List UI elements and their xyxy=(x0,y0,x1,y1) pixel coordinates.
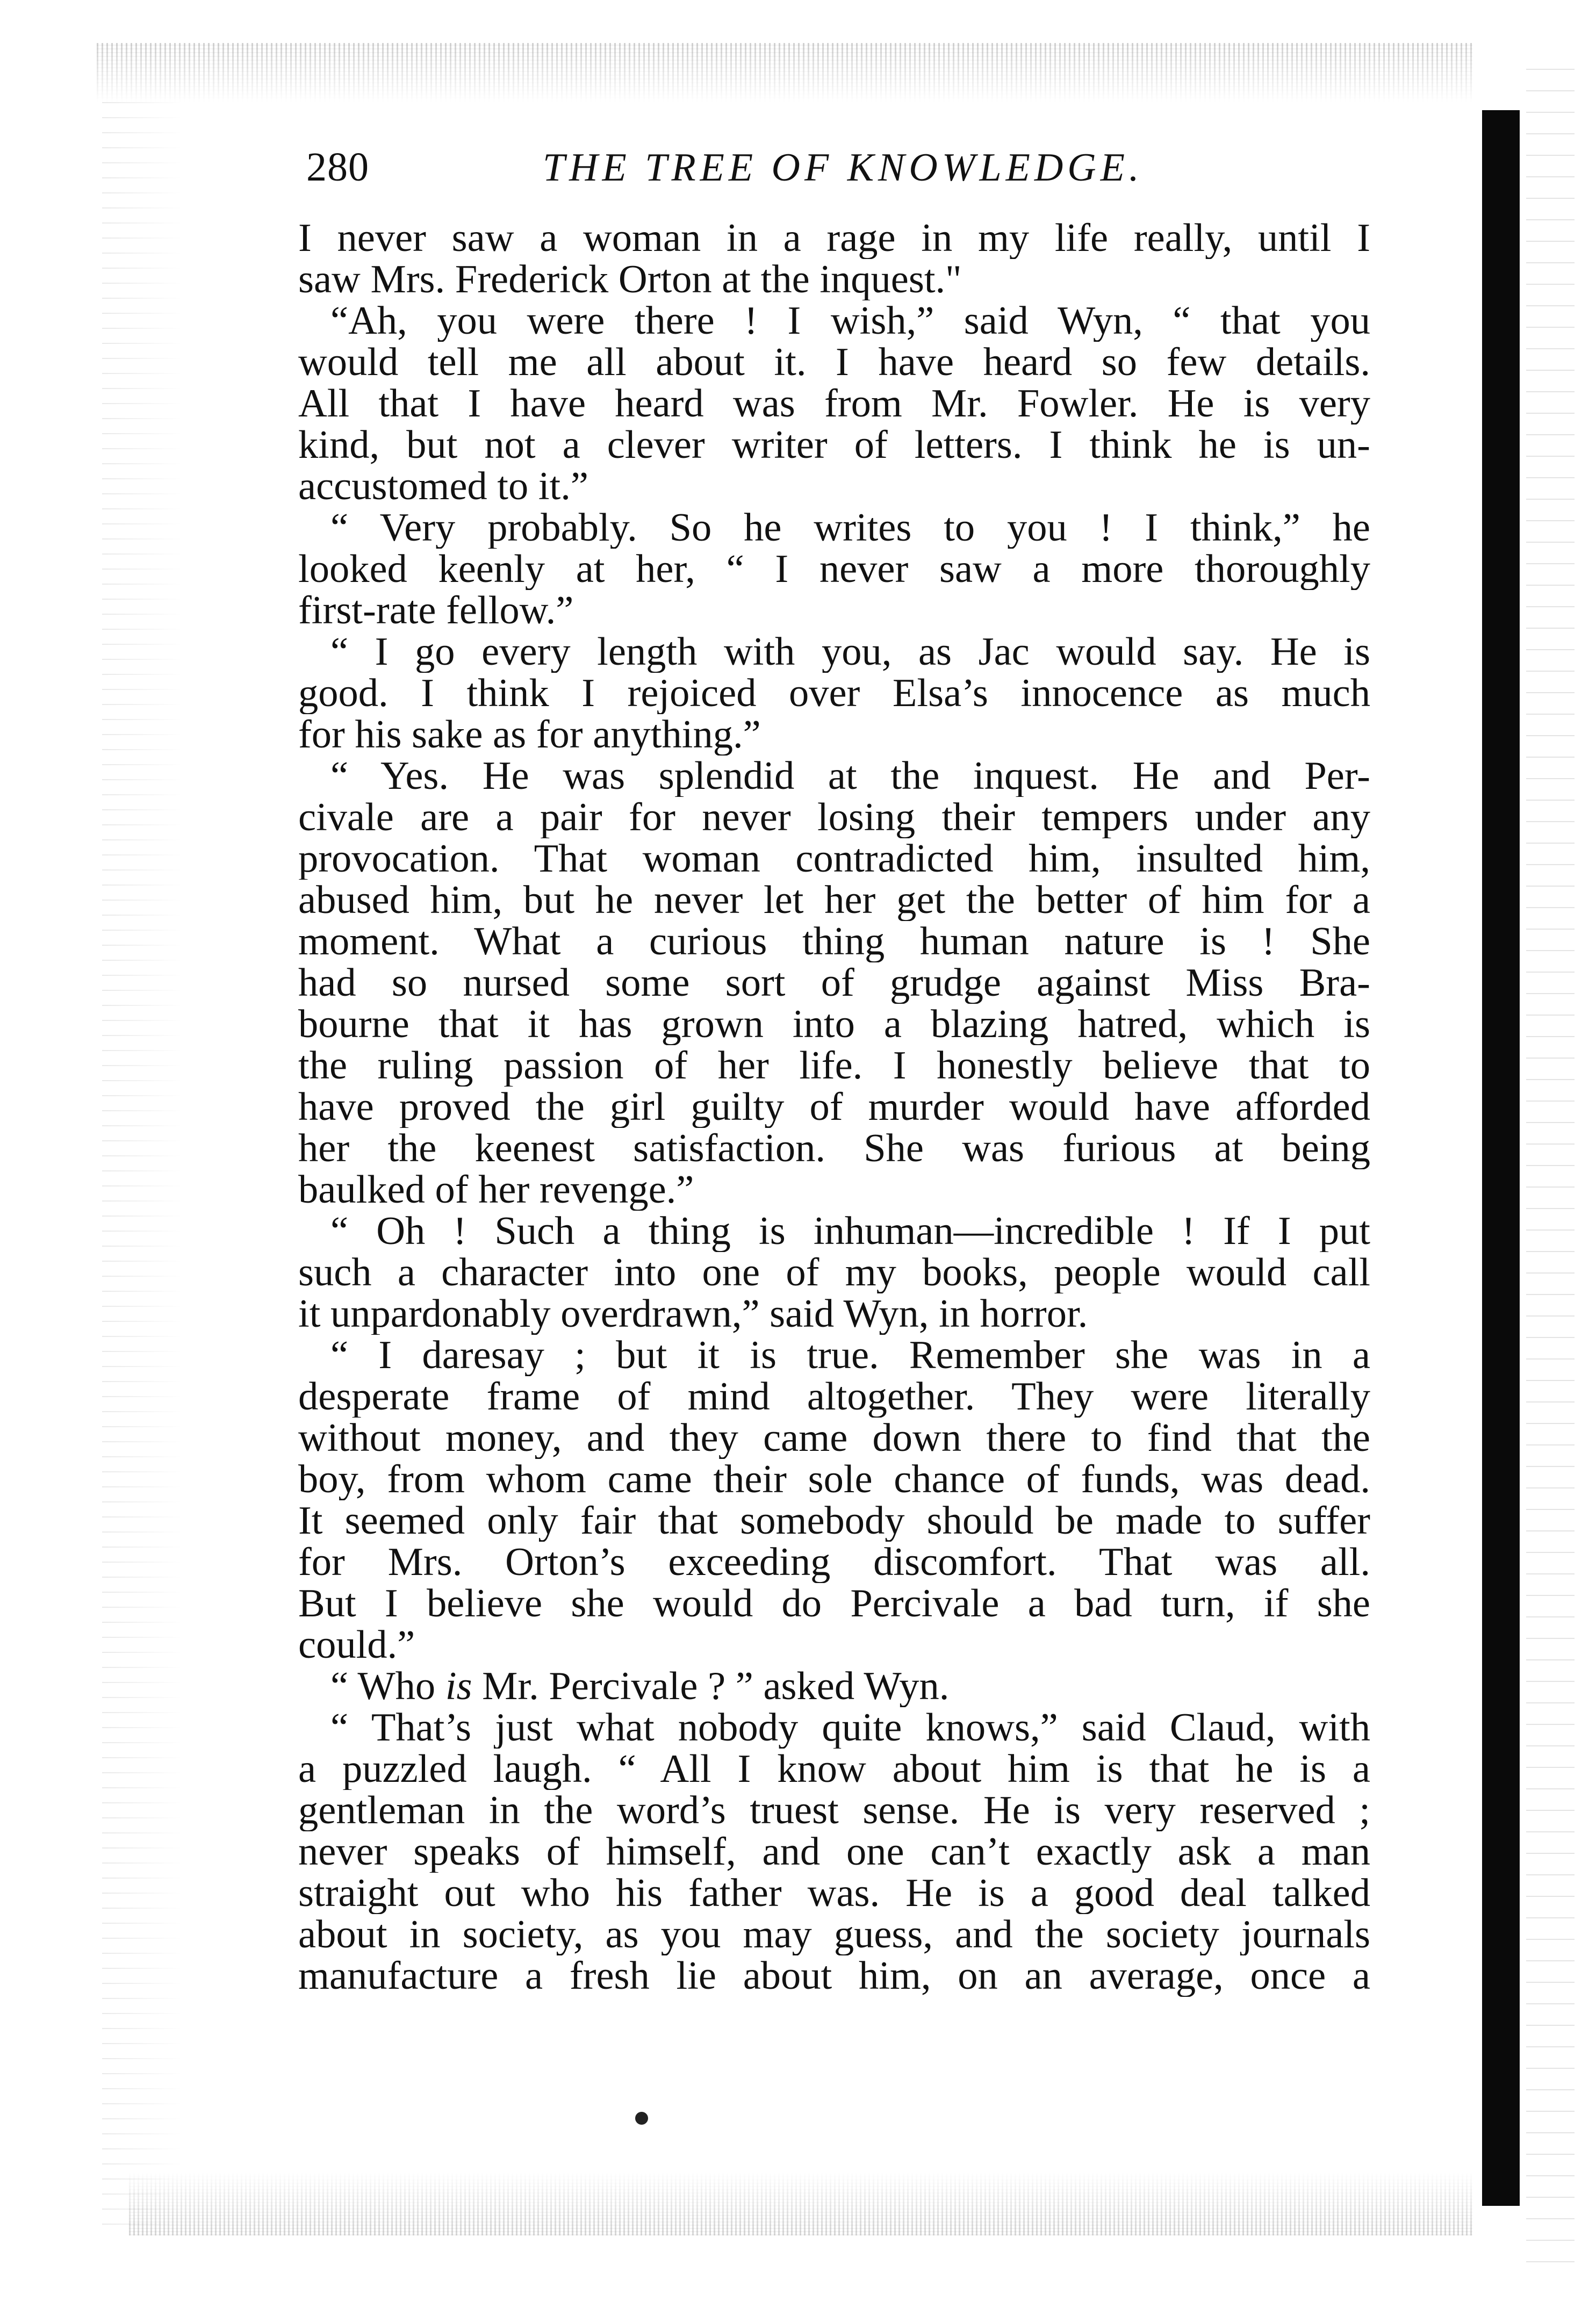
text-line: “ Very probably. So he writes to you ! I think,” he xyxy=(330,507,1370,549)
text-line: her the keenest satisfaction. She was furious at being xyxy=(298,1128,1370,1169)
text-line: civale are a pair for never losing their tempers under any xyxy=(298,797,1370,838)
text-line: moment. What a curious thing human nature is ! She xyxy=(298,921,1370,962)
text-line: the ruling passion of her life. I honestly believe that to xyxy=(298,1045,1370,1087)
page-header xyxy=(306,144,1381,198)
text-line: saw Mrs. Frederick Orton at the inquest." xyxy=(298,259,962,300)
text-line: “ Who is Mr. Percivale ? ” asked Wyn. xyxy=(298,1666,1370,1707)
text-line: such a character into one of my books, people would call xyxy=(298,1252,1370,1293)
text-line: bourne that it has grown into a blazing hatred, which is xyxy=(298,1004,1370,1045)
text-line: It seemed only fair that somebody should be made to suffer xyxy=(298,1500,1370,1542)
text-line: accustomed to it.” xyxy=(298,466,588,507)
page-number: 280 xyxy=(306,145,369,190)
text-line: “Ah, you were there ! I wish,” said Wyn, “ that you xyxy=(330,300,1370,342)
text-line: desperate frame of mind altogether. They were literally xyxy=(298,1376,1370,1418)
body-text xyxy=(298,218,1370,1997)
scan-noise-top xyxy=(97,43,1472,102)
text-line: could.” xyxy=(298,1624,415,1666)
text-line: for his sake as for anything.” xyxy=(298,714,761,756)
text-line: I never saw a woman in a rage in my life really, until I xyxy=(298,218,1370,259)
text-line: boy, from whom came their sole chance of funds, was dead. xyxy=(298,1459,1370,1500)
text-line: without money, and they came down there to find that the xyxy=(298,1418,1370,1459)
scan-noise-left xyxy=(102,97,183,2225)
text-line: about in society, as you may guess, and the society journals xyxy=(298,1914,1370,1955)
text-line: would tell me all about it. I have heard so few details. xyxy=(298,342,1370,383)
emphasis: is xyxy=(445,1666,472,1707)
text-line: manufacture a fresh lie about him, on an average, once a xyxy=(298,1955,1370,1997)
text-line: gentleman in the word’s truest sense. He is very reserved ; xyxy=(298,1790,1370,1831)
text-line: have proved the girl guilty of murder would have afforded xyxy=(298,1087,1370,1128)
text-line: “ Oh ! Such a thing is inhuman—incredible ! If I put xyxy=(330,1211,1370,1252)
text-line: “ I go every length with you, as Jac would say. He is xyxy=(330,631,1370,673)
binding-gutter-shadow xyxy=(1482,110,1520,2206)
text-line: for Mrs. Orton’s exceeding discomfort. That was all. xyxy=(298,1542,1370,1583)
text-line: But I believe she would do Percivale a bad turn, if she xyxy=(298,1583,1370,1624)
text-line: All that I have heard was from Mr. Fowler. He is very xyxy=(298,383,1370,425)
text-line: kind, but not a clever writer of letters. I think he is un- xyxy=(298,425,1370,466)
text-line: had so nursed some sort of grudge against Miss Bra- xyxy=(298,962,1370,1004)
running-head: THE TREE OF KNOWLEDGE. xyxy=(543,146,1144,190)
ink-speck xyxy=(635,2112,648,2125)
text-line: it unpardonably overdrawn,” said Wyn, in horror. xyxy=(298,1293,1088,1335)
text-line: good. I think I rejoiced over Elsa’s innocence as much xyxy=(298,673,1370,714)
scan-noise-bottom xyxy=(129,2171,1472,2235)
scan-noise-right xyxy=(1526,48,1575,2262)
text-line: “ I daresay ; but it is true. Remember she was in a xyxy=(330,1335,1370,1376)
text-line: looked keenly at her, “ I never saw a more thoroughly xyxy=(298,549,1370,590)
text-line: never speaks of himself, and one can’t exactly ask a man xyxy=(298,1831,1370,1873)
text-line: baulked of her revenge.” xyxy=(298,1169,694,1211)
text-line: provocation. That woman contradicted him, insulted him, xyxy=(298,838,1370,880)
text-line: a puzzled laugh. “ All I know about him is that he is a xyxy=(298,1749,1370,1790)
text-line: “ That’s just what nobody quite knows,” said Claud, with xyxy=(330,1707,1370,1749)
text-line: straight out who his father was. He is a good deal talked xyxy=(298,1873,1370,1914)
text-line: first-rate fellow.” xyxy=(298,590,574,631)
text-line: “ Yes. He was splendid at the inquest. He and Per- xyxy=(330,756,1370,797)
text-line: abused him, but he never let her get the better of him for a xyxy=(298,880,1370,921)
